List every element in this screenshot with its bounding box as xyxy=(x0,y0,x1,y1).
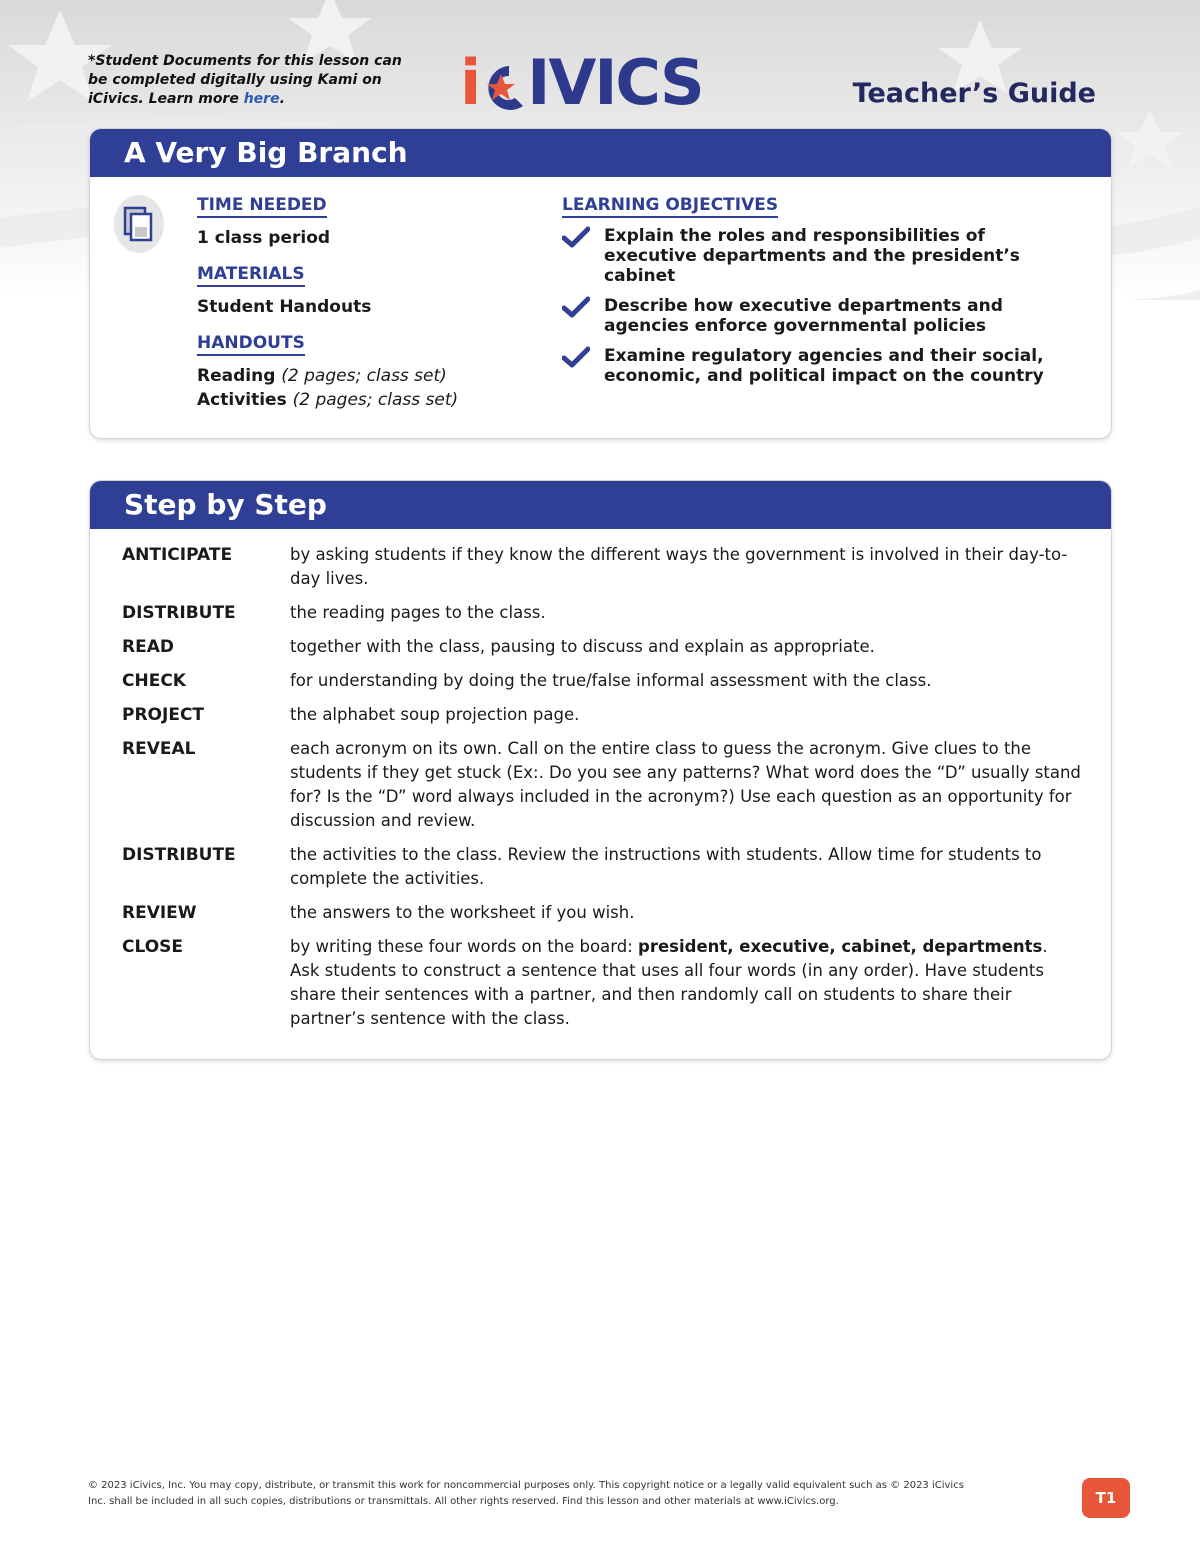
page-number-badge: T1 xyxy=(1082,1478,1130,1518)
step-text: for understanding by doing the true/false informal assessment with the class. xyxy=(290,671,932,690)
lesson-title: A Very Big Branch xyxy=(90,129,1111,177)
step-label: PROJECT xyxy=(122,705,205,725)
step-row xyxy=(122,901,1082,925)
materials-heading: MATERIALS xyxy=(197,264,305,287)
step-text: by asking students if they know the different ways the government is involved in their day-to-day lives. xyxy=(290,545,1068,588)
step-label: REVIEW xyxy=(122,903,197,923)
step-label: READ xyxy=(122,637,174,657)
step-by-step-card xyxy=(89,480,1112,1060)
logo-wordmark: IVICS xyxy=(527,46,703,119)
handout-detail: (2 pages; class set) xyxy=(292,390,459,410)
close-text-post: . Ask students to construct a sentence that uses all four words (in any order). Have students share their sentences with a partner, and then randomly call on students to share their partner’s sentence with the class. xyxy=(290,937,1048,1028)
kami-note-text: *Student Documents for this lesson can be completed digitally using Kami on iCivics. Learn more xyxy=(88,53,402,107)
step-text: each acronym on its own. Call on the entire class to guess the acronym. Give clues to the students if they get stuck (Ex:. Do you see any patterns? What word does the “D” usually stand for? Is the “D” word always included in the acronym?) Use each question as an opportunity for discussion and review. xyxy=(290,739,1081,830)
close-key-words: president, executive, cabinet, departments xyxy=(638,937,1043,956)
step-text: together with the class, pausing to discuss and explain as appropriate. xyxy=(290,637,875,656)
lesson-details xyxy=(197,195,537,412)
objective-item xyxy=(562,226,1082,286)
time-needed-heading: TIME NEEDED xyxy=(197,195,327,218)
step-label: CLOSE xyxy=(122,937,184,957)
checkmark-icon xyxy=(562,226,590,248)
handout-detail: (2 pages; class set) xyxy=(281,366,447,386)
step-label: CHECK xyxy=(122,671,186,691)
handout-name: Activities xyxy=(197,390,287,410)
copyright-footer: © 2023 iCivics, Inc. You may copy, distribute, or transmit this work for noncommercial purposes only. This copyright notice or a legally valid equivalent such as © 2023 iCivics Inc. shall be included in all such copies, distributions or transmittals. All other rights reserved. Find this lesson and other materials at www.iCivics.org. xyxy=(88,1480,964,1507)
step-row xyxy=(122,601,1082,625)
step-label: REVEAL xyxy=(122,739,196,759)
step-text: the alphabet soup projection page. xyxy=(290,705,580,724)
steps-title: Step by Step xyxy=(90,481,1111,529)
step-text xyxy=(290,935,1082,1031)
objective-item xyxy=(562,296,1082,336)
step-row xyxy=(122,935,1082,1031)
objective-item xyxy=(562,346,1082,386)
step-row xyxy=(122,703,1082,727)
materials-value: Student Handouts xyxy=(197,297,372,317)
step-row xyxy=(122,543,1082,591)
handout-item xyxy=(197,388,537,412)
step-row xyxy=(122,669,1082,693)
time-needed-value: 1 class period xyxy=(197,228,331,248)
step-text: the activities to the class. Review the instructions with students. Allow time for students to complete the activities. xyxy=(290,845,1042,888)
step-row xyxy=(122,843,1082,891)
step-row xyxy=(122,635,1082,659)
document-stack-icon xyxy=(114,195,164,253)
kami-note-end: . xyxy=(279,91,285,107)
step-label: DISTRIBUTE xyxy=(122,603,236,623)
handout-name: Reading xyxy=(197,366,276,386)
checkmark-icon xyxy=(562,296,590,318)
checkmark-icon xyxy=(562,346,590,368)
logo-letter-i: i xyxy=(460,46,480,119)
step-text: the reading pages to the class. xyxy=(290,603,546,622)
star-icon xyxy=(479,62,527,114)
steps-list xyxy=(122,543,1082,1041)
kami-learn-more-link[interactable]: here xyxy=(243,91,280,107)
close-text-pre: by writing these four words on the board: xyxy=(290,937,639,956)
objective-text: Describe how executive departments and agencies enforce governmental policies xyxy=(604,296,1003,336)
handout-item xyxy=(197,364,537,388)
learning-objectives xyxy=(562,195,1082,396)
icivics-logo[interactable] xyxy=(460,46,703,119)
objective-text: Examine regulatory agencies and their social, economic, and political impact on the country xyxy=(604,346,1044,386)
step-text: the answers to the worksheet if you wish. xyxy=(290,903,635,922)
lesson-overview-card xyxy=(89,128,1112,439)
step-label: ANTICIPATE xyxy=(122,545,233,565)
objective-text: Explain the roles and responsibilities of executive departments and the president’s cabinet xyxy=(604,226,1020,286)
step-row xyxy=(122,737,1082,833)
handouts-heading: HANDOUTS xyxy=(197,333,305,356)
kami-note xyxy=(88,52,418,109)
guide-title: Teacher’s Guide xyxy=(852,78,1096,109)
step-label: DISTRIBUTE xyxy=(122,845,236,865)
objectives-heading: LEARNING OBJECTIVES xyxy=(562,195,778,218)
